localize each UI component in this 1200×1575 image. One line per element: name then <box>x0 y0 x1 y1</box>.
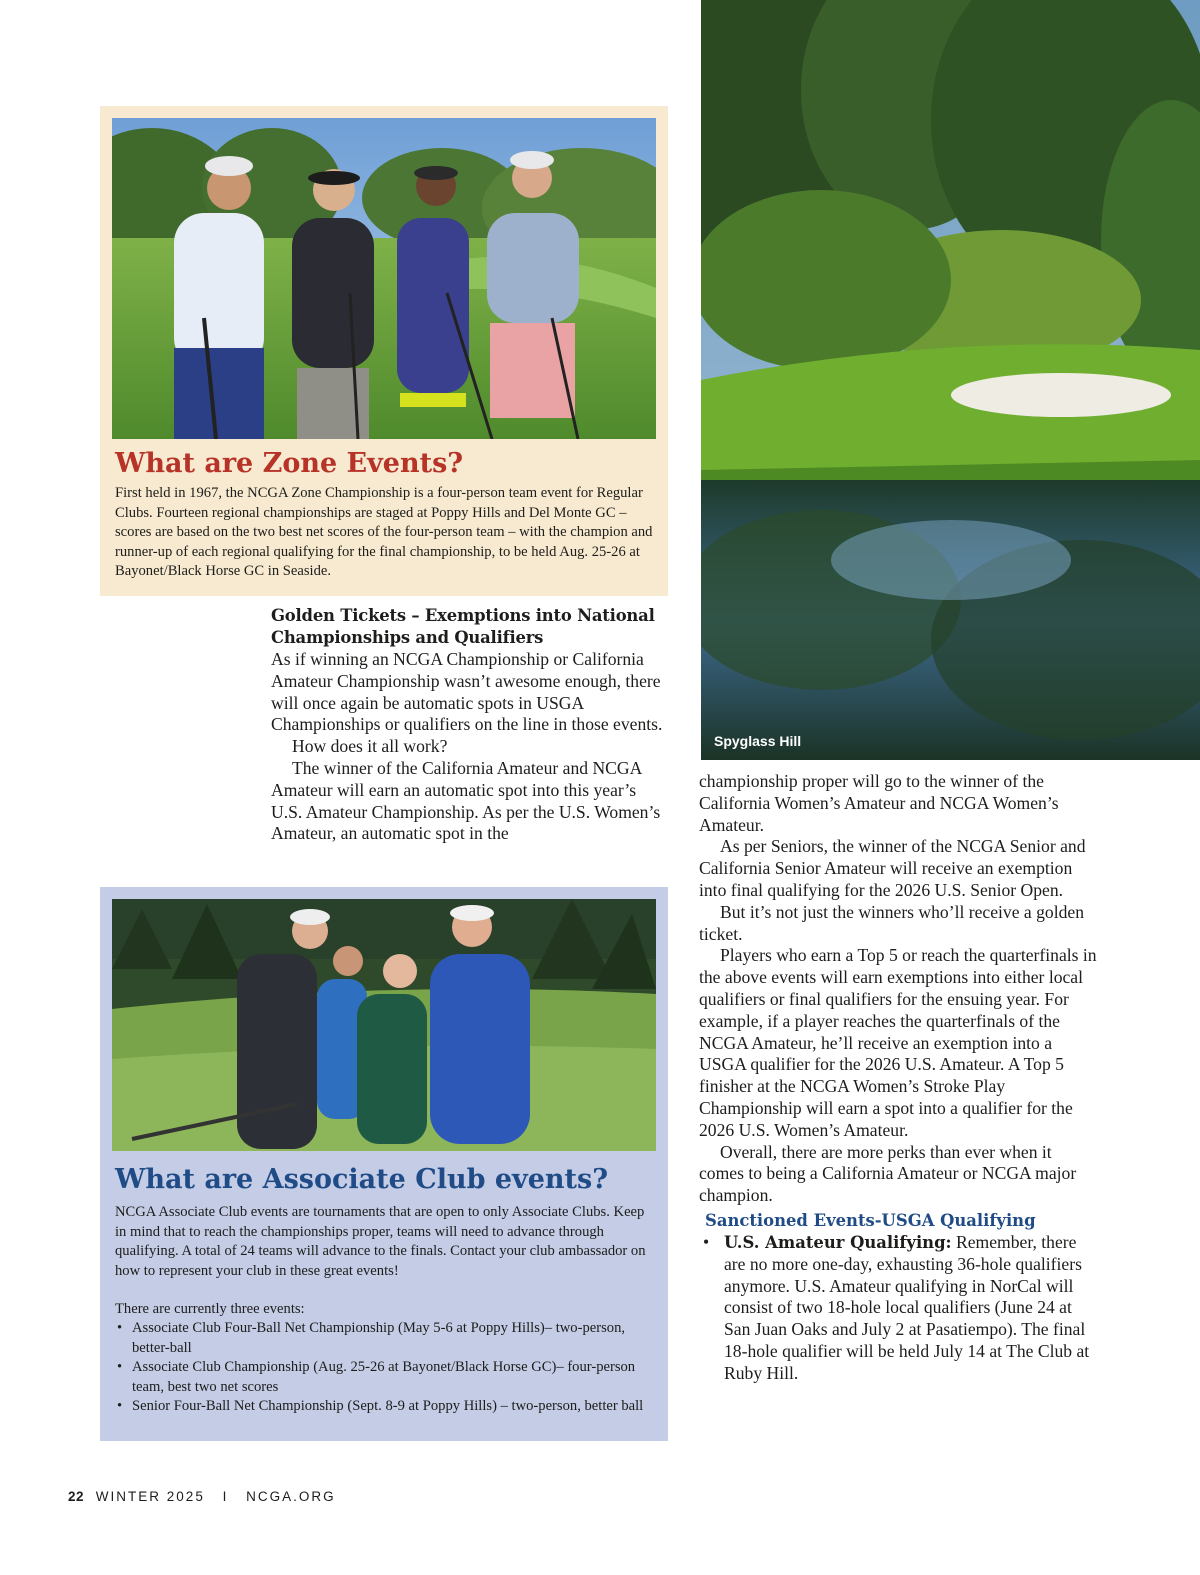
associate-club-events-intro: There are currently three events: <box>115 1301 305 1317</box>
list-item: • Associate Club Championship (Aug. 25-26 at Bayonet/Black Horse GC)– four-person team, best two net scores <box>115 1358 655 1397</box>
zone-events-box <box>100 106 668 596</box>
right-paragraph-5: Overall, there are more perks than ever when it comes to being a California Amateur or NCGA major champion. <box>699 1141 1077 1206</box>
associate-golfers-photo <box>112 899 656 1151</box>
issue-label: WINTER 2025 <box>95 1489 205 1504</box>
footer-divider: I <box>222 1489 229 1504</box>
golden-tickets-paragraph-1: As if winning an NCGA Championship or California Amateur Championship wasn’t awesome enough, there will once again be automatic spots in USGA Championships or qualifiers on the line in those events. <box>271 649 663 735</box>
right-paragraph-3: But it’s not just the winners who’ll receive a golden ticket. <box>699 901 1085 944</box>
photo-caption: Spyglass Hill <box>714 733 802 749</box>
qualifying-list <box>699 1232 1099 1385</box>
zone-events-title: What are Zone Events? <box>115 448 464 479</box>
bullet-text: Remember, there are no more one-day, exhausting 36-hole qualifiers anymore. U.S. Amateur qualifying in NorCal will consist of two 18-hole local qualifiers (June 24 at San Juan Oaks and July 2 at Pasatiempo). The final 18-hole qualifier will be held July 14 at The Club at Ruby Hill. <box>724 1231 1090 1383</box>
right-paragraph-4: Players who earn a Top 5 or reach the quarterfinals in the above events will earn exemptions into either local qualifiers or final qualifiers for the ensuing year. For example, if a player reaches the quarterfinals of the NCGA Amateur, he’ll receive an exemption into a USGA qualifier for the 2026 U.S. Amateur. A Top 5 finisher at the NCGA Women’s Stroke Play Championship will earn a spot into a qualifier for the 2026 U.S. Women’s Amateur. <box>699 945 1097 1140</box>
associate-club-body: NCGA Associate Club events are tournaments that are open to only Associate Clubs. Keep in mind that to reach the championships proper, teams will need to advance through qualifying. A total of 24 teams will advance to the finals. Contact your club ambassador on how to represent your club in these great events! <box>115 1204 646 1279</box>
golden-tickets-article <box>271 605 671 845</box>
golden-tickets-paragraph-3: The winner of the California Amateur and NCGA Amateur will earn an automatic spot into this year’s U.S. Amateur Championship. As per the U.S. Women’s Amateur, an automatic spot in the <box>271 757 661 844</box>
spyglass-hill-photo <box>701 0 1200 760</box>
golden-tickets-paragraph-2: How does it all work? <box>292 736 448 757</box>
associate-club-events-list <box>115 1319 655 1417</box>
bullet-label: U.S. Amateur Qualifying: <box>724 1232 952 1252</box>
page-footer <box>68 1489 336 1504</box>
associate-club-title: What are Associate Club events? <box>115 1164 609 1195</box>
women-golfers-photo <box>112 118 656 439</box>
sanctioned-events-heading: Sanctioned Events-USGA Qualifying <box>705 1210 1036 1230</box>
zone-events-body: First held in 1967, the NCGA Zone Championship is a four-person team event for Regular Clubs. Fourteen regional championships are staged at Poppy Hills and Del Monte GC – scores are based on the two best net scores of the four-person team – with the champion and runner-up of each regional qualifying for the final championship, to be held Aug. 25-26 at Bayonet/Black Horse GC in Seaside. <box>115 485 653 580</box>
list-item <box>699 1232 1099 1385</box>
right-article-column <box>699 771 1099 1385</box>
right-paragraph-1: championship proper will go to the winner of the California Women’s Amateur and NCGA Women’s Amateur. <box>699 771 1059 835</box>
associate-club-box <box>100 887 668 1441</box>
list-item: • Associate Club Four-Ball Net Championship (May 5-6 at Poppy Hills)– two-person, better-ball <box>115 1319 655 1358</box>
golden-tickets-heading: Golden Tickets – Exemptions into National Championships and Qualifiers <box>271 606 655 647</box>
site-label: NCGA.ORG <box>246 1489 336 1504</box>
right-paragraph-2: As per Seniors, the winner of the NCGA Senior and California Senior Amateur will receive an exemption into final qualifying for the 2026 U.S. Senior Open. <box>699 836 1086 900</box>
page-number: 22 <box>68 1489 85 1504</box>
list-item: • Senior Four-Ball Net Championship (Sept. 8-9 at Poppy Hills) – two-person, better ball <box>115 1397 655 1417</box>
